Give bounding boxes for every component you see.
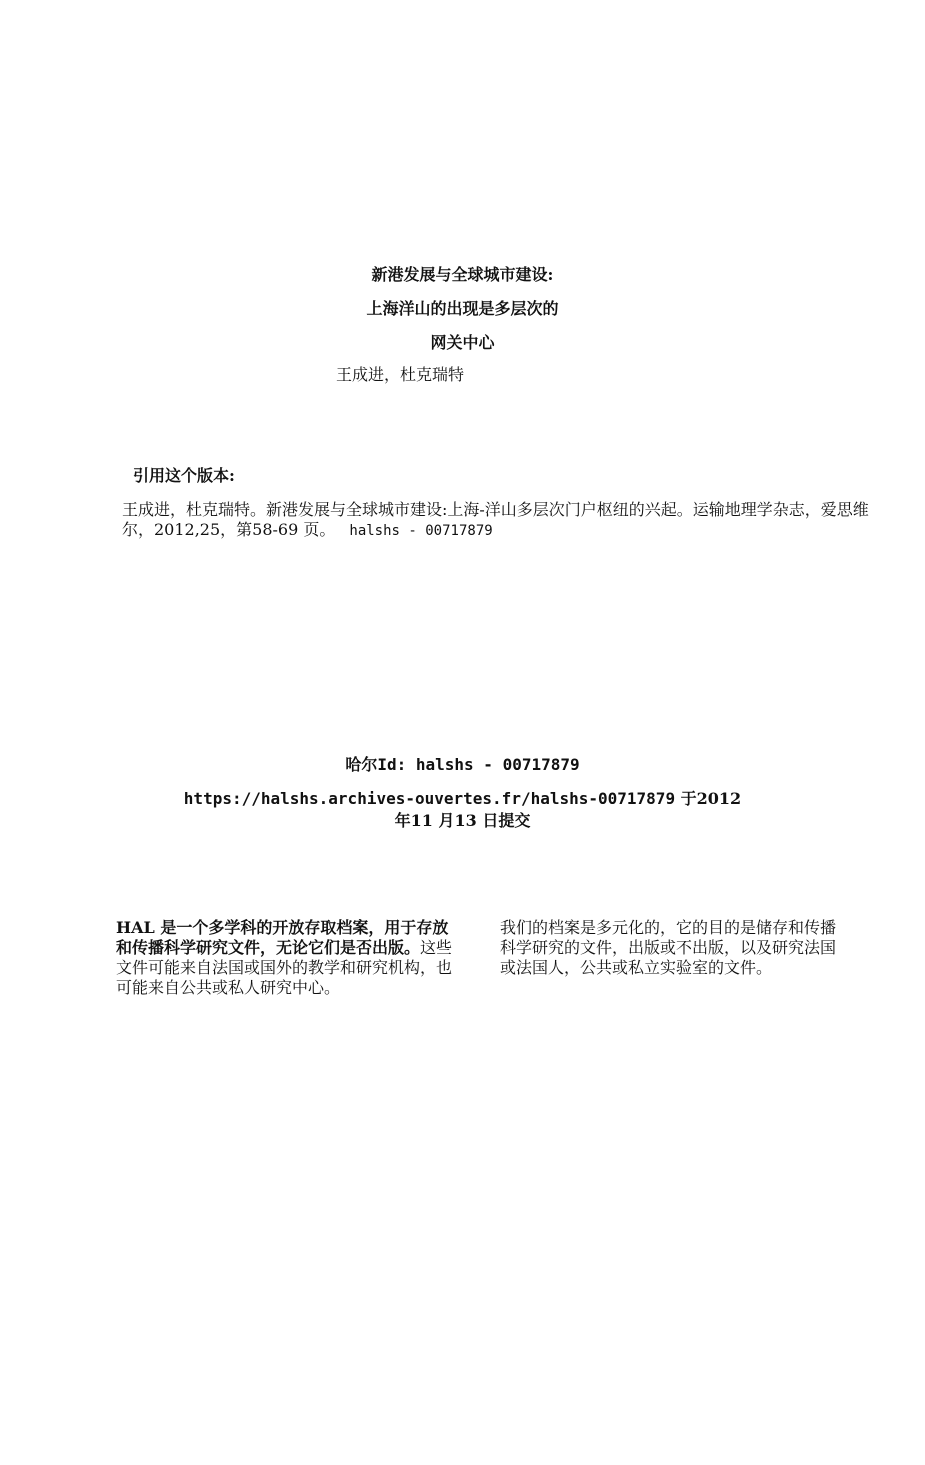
- submitted-date: 年11 月13 日提交: [394, 811, 531, 830]
- citation-hal-ref: halshs - 00717879: [349, 523, 493, 539]
- submitted-prefix: 于2012: [675, 789, 742, 808]
- authors: 王成进，杜克瑞特: [336, 365, 465, 384]
- citation-body: 王成进，杜克瑞特。新港发展与全球城市建设:上海-洋山多层次门户枢纽的兴起。运输地理学杂志，爱思维尔，2012,25，第58-69 页。: [122, 500, 869, 539]
- title-line-2: 上海洋山的出现是多层次的: [366, 299, 559, 318]
- about-hal-normal: 这些文件可能来自法国或国外的教学和研究机构，也可能来自公共或私人研究中心。: [116, 938, 453, 997]
- title-line-3: 网关中心: [430, 333, 495, 352]
- citation-heading: 引用这个版本:: [133, 466, 235, 485]
- title-line-1: 新港发展与全球城市建设:: [371, 265, 554, 284]
- hal-submission: [0, 788, 925, 832]
- about-hal-right: [472, 918, 844, 978]
- hal-url-link[interactable]: https://halshs.archives-ouvertes.fr/halshs-00717879: [183, 789, 676, 808]
- hal-id: 哈尔Id: halshs - 00717879: [345, 755, 580, 774]
- about-hal-left: [88, 918, 460, 998]
- about-hal-right-text: 我们的档案是多元化的，它的目的是储存和传播科学研究的文件，出版或不出版，以及研究法国或法国人，公共或私立实验室的文件。: [500, 918, 837, 977]
- about-hal-bold: HAL 是一个多学科的开放存取档案，用于存放和传播科学研究文件，无论它们是否出版。: [116, 918, 449, 957]
- citation-text: [122, 500, 882, 541]
